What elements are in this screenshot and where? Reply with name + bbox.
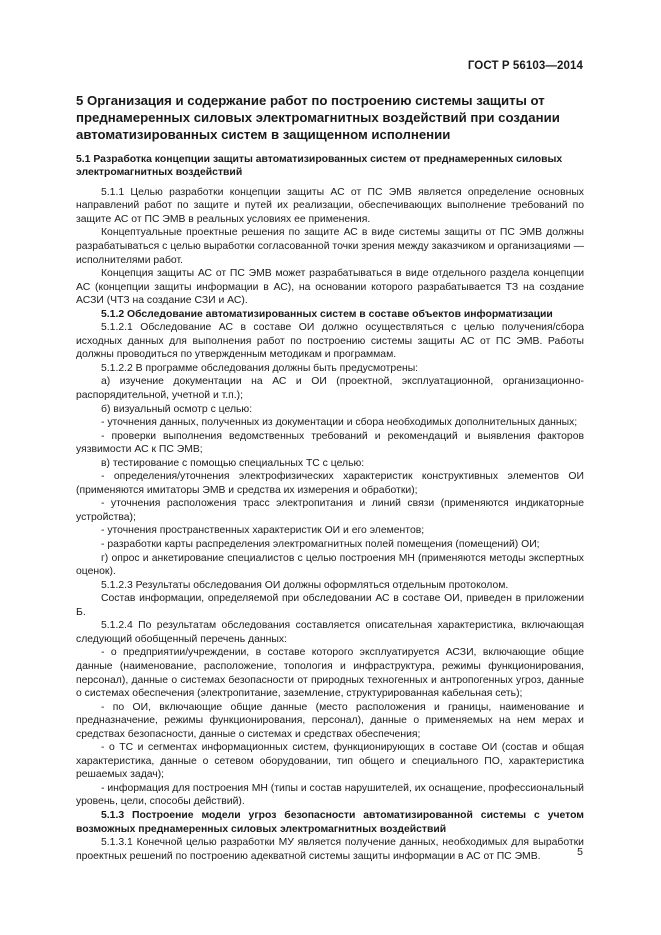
list-item: - по ОИ, включающие общие данные (место расположения и границы, наименование и предназначение, режимы функционирования, персонал), данные о применяемых на нем мерах и средствах безопасности, данные о системах и средствах обеспечения; bbox=[76, 701, 584, 740]
paragraph: 5.1.2.4 По результатам обследования составляется описательная характеристика, включающая следующий обобщенный перечень данных: bbox=[76, 620, 584, 645]
standard-header: ГОСТ Р 56103—2014 bbox=[467, 60, 583, 72]
list-item: - разработки карты распределения электромагнитных полей помещения (помещений) ОИ; bbox=[101, 539, 540, 551]
clause-heading: 5.1.3 Построение модели угроз безопасности автоматизированной системы с учетом возможных преднамеренных силовых электромагнитных воздействий bbox=[76, 809, 584, 835]
list-item: - уточнения расположения трасс электропитания и линий связи (применяются индикаторные устройства); bbox=[76, 498, 584, 523]
paragraph-heading bbox=[76, 809, 584, 836]
page-number: 5 bbox=[577, 846, 583, 858]
list-item: - о ТС и сегментах информационных систем, функционирующих в составе ОИ (состав и общая характеристика, данные о сетевом оборудовании, тип общего и специального ПО, характеристика решаемых задач); bbox=[76, 742, 584, 781]
list-item: - уточнения данных, полученных из документации и сбора необходимых дополнительных данных; bbox=[101, 417, 578, 429]
list-item: а) изучение документации на АС и ОИ (проектной, эксплуатационной, организационно-распорядительной, учетной и т.п.); bbox=[76, 376, 584, 402]
list-item: - уточнения пространственных характеристик ОИ и его элементов; bbox=[101, 525, 425, 537]
list-item: в) тестирование с помощью специальных ТС с целью: bbox=[101, 457, 365, 469]
paragraph: 5.1.1 Целью разработки концепции защиты АС от ПС ЭМВ является определение основных направлений работ по защите и путей их реализации, обеспечивающих выполнение требований по защите АС от ПС ЭМВ в реальных условиях ее применения. bbox=[76, 186, 584, 225]
paragraph: 5.1.3.1 Конечной целью разработки МУ является получение данных, необходимых для выработки проектных решений по построению адекватной системы защиты информации в АС от ПС ЭМВ. bbox=[76, 837, 584, 862]
section-title: 5 Организация и содержание работ по построению системы защиты от преднамеренных силовых электромагнитных воздействий при создании автоматизированных систем в защищенном исполнении bbox=[76, 93, 560, 142]
paragraph: Концепция защиты АС от ПС ЭМВ может разрабатываться в виде отдельного раздела концепции АС (концепции защиты информации в АС), на основании которого разрабатывается ТЗ на создание АСЗИ (ЧТЗ на создание СЗИ и АС). bbox=[76, 268, 584, 307]
list-item: - определения/уточнения электрофизических характеристик конструктивных элементов ОИ (применяются имитаторы ЭМВ и средства их измерения и обработки); bbox=[76, 471, 584, 496]
paragraph-heading bbox=[76, 308, 584, 322]
list-item: - проверки выполнения ведомственных требований и рекомендаций и выявления факторов уязвимости АС к ПС ЭМВ; bbox=[76, 430, 584, 456]
paragraph: 5.1.2.2 В программе обследования должны быть предусмотрены: bbox=[101, 362, 419, 374]
subsection-title: 5.1 Разработка концепции защиты автоматизированных систем от преднамеренных силовых электромагнитных воздействий bbox=[76, 154, 563, 179]
paragraph: Концептуальные проектные решения по защите АС в виде системы защиты от ПС ЭМВ должны разрабатываться с целью выработки согласованной точки зрения между заказчиком и организациями — исполнителями работ. bbox=[76, 227, 584, 266]
list-item: - информация для построения МН (типы и состав нарушителей, их оснащение, профессиональный уровень, цели, способы действий). bbox=[76, 782, 584, 808]
list-item: - о предприятии/учреждении, в составе которого эксплуатируется АСЗИ, включающие общие данные (наименование, расположение, топология и инфраструктура, режимы функционирования, персонал), данные о системах безопасности от природных техногенных и антропогенных угроз, данные о системах обеспечения (электропитание, заземление, структурированная кабельная сеть); bbox=[76, 647, 584, 700]
list-item: б) визуальный осмотр с целью: bbox=[101, 403, 253, 415]
list-item: г) опрос и анкетирование специалистов с целью построения МН (применяются методы экспертных оценок). bbox=[76, 552, 584, 578]
clause-heading: 5.1.2 Обследование автоматизированных систем в составе объектов информатизации bbox=[101, 308, 553, 320]
document-body bbox=[76, 92, 584, 863]
paragraph: Состав информации, определяемой при обследовании АС в составе ОИ, приведен в приложении Б. bbox=[76, 593, 584, 618]
paragraph: 5.1.2.1 Обследование АС в составе ОИ должно осуществляться с целью получения/сбора исходных данных для выполнения работ по построению системы защиты АС от ПС ЭМВ. Работы должны проводиться по утвержденным методикам и программам. bbox=[76, 322, 584, 361]
paragraph: 5.1.2.3 Результаты обследования ОИ должны оформляться отдельным протоколом. bbox=[101, 579, 509, 591]
